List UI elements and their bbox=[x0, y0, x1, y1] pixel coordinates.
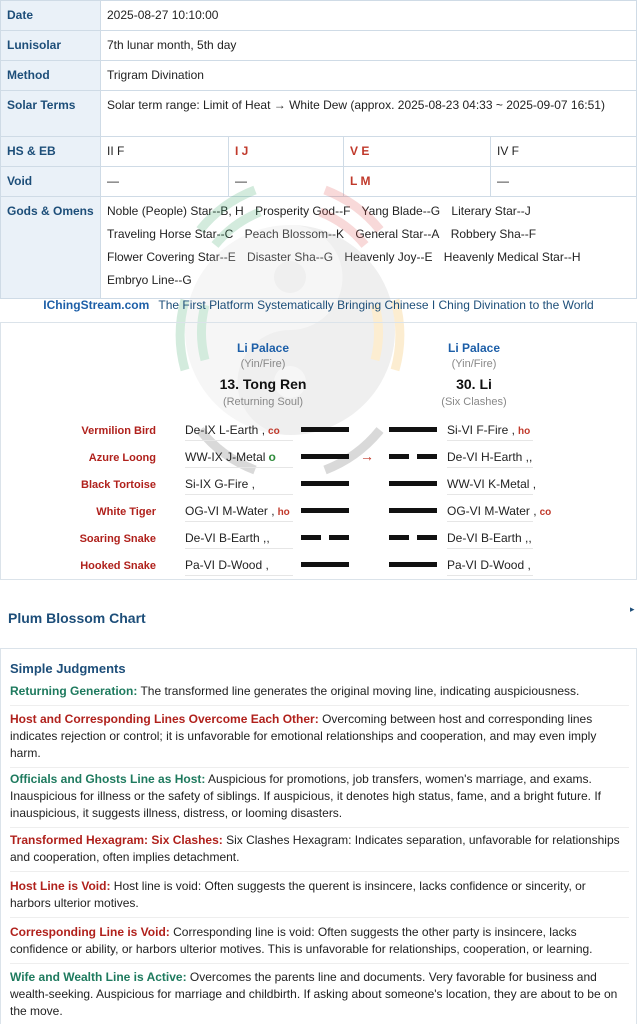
transformed-line-bar bbox=[389, 481, 437, 486]
hexagram-line-row bbox=[1, 475, 637, 502]
void-hour: — bbox=[491, 167, 637, 197]
transformed-line-text: OG-VI M-Water , bbox=[447, 504, 537, 518]
transformed-line-info bbox=[447, 450, 533, 468]
hexagram-line-row bbox=[1, 529, 637, 556]
god-item: Traveling Horse Star--C bbox=[107, 227, 234, 241]
judgment-text: Overcomes the parents line and documents. Very favorable for business and wealth-seeking. Auspicious for marriage and childbirth. If asking about someone's location, they are about to be on the move. bbox=[10, 970, 618, 1018]
original-line-info bbox=[185, 423, 293, 441]
judgment-text: Host line is void: Often suggests the querent is insincere, lacks confidence or sincerity, or harbors ulterior motives. bbox=[10, 879, 586, 910]
date-label: Date bbox=[1, 1, 101, 31]
judgment-item bbox=[10, 711, 629, 768]
god-item: Robbery Sha--F bbox=[450, 227, 537, 241]
simple-judgments-panel bbox=[0, 648, 637, 1024]
judgment-item bbox=[10, 683, 629, 706]
original-line-text: WW-IX J-Metal bbox=[185, 450, 266, 464]
transformed-line-bar bbox=[389, 535, 437, 540]
solar-terms-value: Solar term range: Limit of Heat → White Dew (approx. 2025-08-23 04:33 ~ 2025-09-07 16:51) bbox=[101, 91, 637, 137]
lunisolar-value: 7th lunar month, 5th day bbox=[101, 31, 637, 61]
god-item: Disaster Sha--G bbox=[247, 250, 334, 264]
original-line-bar bbox=[301, 481, 349, 486]
original-line-text: Pa-VI D-Wood , bbox=[185, 558, 269, 572]
hexagram-line-row bbox=[1, 502, 637, 529]
original-palace: Li Palace bbox=[236, 341, 290, 355]
transformed-hexagram-header bbox=[404, 341, 544, 408]
judgment-text: Six Clashes Hexagram: Indicates separation, unfavorable for relationships and cooperation, often implies detachment. bbox=[10, 833, 620, 864]
original-line-text: De-VI B-Earth ,, bbox=[185, 531, 270, 545]
judgment-heading: Wife and Wealth Line is Active: bbox=[10, 970, 187, 984]
original-line-bar bbox=[301, 562, 349, 567]
lunisolar-label: Lunisolar bbox=[1, 31, 101, 61]
void-month: — bbox=[229, 167, 344, 197]
six-spirit-label: Soaring Snake bbox=[79, 533, 156, 545]
original-line-info bbox=[185, 531, 293, 549]
transformed-line-text: Pa-VI D-Wood , bbox=[447, 558, 531, 572]
slogan-text: The First Platform Systematically Bringing Chinese I Ching Divination to the World bbox=[158, 298, 594, 312]
simple-judgments-title: Simple Judgments bbox=[10, 661, 126, 676]
void-label: Void bbox=[1, 167, 101, 197]
transformed-line-info bbox=[447, 531, 533, 549]
transformed-line-bar bbox=[389, 454, 437, 459]
date-value: 2025-08-27 10:10:00 bbox=[101, 1, 637, 31]
transformed-hexagram-name: 30. Li bbox=[456, 376, 492, 392]
hseb-month: I J bbox=[229, 137, 344, 167]
gods-omens-label: Gods & Omens bbox=[1, 197, 101, 299]
god-item: Embryo Line--G bbox=[107, 273, 192, 287]
original-line-info bbox=[185, 450, 293, 468]
original-line-bar bbox=[301, 427, 349, 432]
transformed-line-info bbox=[447, 504, 552, 522]
hseb-year: II F bbox=[101, 137, 229, 167]
transformed-palace: Li Palace bbox=[447, 341, 501, 355]
judgment-text: The transformed line generates the original moving line, indicating auspiciousness. bbox=[137, 684, 580, 698]
platform-slogan bbox=[0, 298, 637, 312]
void-year: — bbox=[101, 167, 229, 197]
hexagram-line-row bbox=[1, 556, 637, 583]
line-tag: co bbox=[268, 426, 280, 437]
judgment-heading: Returning Generation: bbox=[10, 684, 138, 698]
god-item: Literary Star--J bbox=[451, 204, 531, 218]
transformed-line-text: WW-VI K-Metal , bbox=[447, 477, 537, 491]
transformed-line-info bbox=[447, 423, 533, 441]
judgment-item bbox=[10, 832, 629, 872]
judgment-text: Overcoming between host and corresponding lines indicates rejection or control; it is unfavorable for emotional relationships and cooperation, and may even imply harm. bbox=[10, 712, 597, 760]
line-tag: co bbox=[539, 507, 552, 518]
info-table bbox=[0, 0, 637, 299]
judgment-heading: Officials and Ghosts Line as Host: bbox=[10, 772, 206, 786]
judgment-item bbox=[10, 969, 629, 1024]
solar-terms-label: Solar Terms bbox=[1, 91, 101, 137]
judgment-item bbox=[10, 771, 629, 828]
god-item: Heavenly Medical Star--H bbox=[443, 250, 581, 264]
transformed-line-info bbox=[447, 477, 537, 495]
moving-line-mark: o bbox=[268, 450, 276, 464]
six-spirit-label: Azure Loong bbox=[88, 452, 156, 464]
hexagram-line-row bbox=[1, 421, 637, 448]
hexagram-panel bbox=[0, 322, 637, 580]
judgment-heading: Corresponding Line is Void: bbox=[10, 925, 170, 939]
transformed-line-bar bbox=[389, 562, 437, 567]
gods-omens-list bbox=[101, 197, 637, 299]
original-line-bar bbox=[301, 535, 349, 540]
hseb-label: HS & EB bbox=[1, 137, 101, 167]
six-spirit-label: Hooked Snake bbox=[80, 560, 156, 572]
judgment-text: Corresponding line is void: Often suggests the other party is insincere, lacks confidence or ability, or harbors ulterior motives. This is unfavorable for relationships, cooperation, or learning. bbox=[10, 925, 593, 956]
original-line-text: OG-VI M-Water , bbox=[185, 504, 275, 518]
six-spirit-label: White Tiger bbox=[96, 506, 156, 518]
site-link[interactable]: IChingStream.com bbox=[43, 298, 150, 312]
hexagram-line-row bbox=[1, 448, 637, 475]
transformed-element: (Yin/Fire) bbox=[451, 358, 497, 370]
transformed-line-text: De-VI H-Earth ,, bbox=[447, 450, 533, 464]
god-item: Prosperity God--F bbox=[255, 204, 351, 218]
expand-caret-icon[interactable]: ▸ bbox=[630, 604, 635, 614]
original-line-info bbox=[185, 504, 293, 522]
judgment-item bbox=[10, 924, 629, 964]
judgment-text: Auspicious for promotions, job transfers, women's marriage, and exams. Inauspicious for illness or the safety of siblings. If auspicious, it denotes high status, fame, and a bright future. If inauspicious, it suggests illness, distress, or looming disasters. bbox=[10, 772, 601, 820]
original-line-bar bbox=[301, 508, 349, 513]
void-day: L M bbox=[344, 167, 491, 197]
method-value: Trigram Divination bbox=[101, 61, 637, 91]
change-arrow-icon: → bbox=[360, 448, 374, 464]
original-line-info bbox=[185, 558, 293, 576]
hseb-hour: IV F bbox=[491, 137, 637, 167]
original-hexagram-desc: (Returning Soul) bbox=[222, 396, 304, 408]
plum-blossom-title: Plum Blossom Chart bbox=[8, 610, 146, 626]
original-line-text: Si-IX G-Fire , bbox=[185, 477, 256, 491]
hseb-day: V E bbox=[344, 137, 491, 167]
god-item: General Star--A bbox=[355, 227, 440, 241]
transformed-line-bar bbox=[389, 427, 437, 432]
judgment-heading: Host and Corresponding Lines Overcome Each Other: bbox=[10, 712, 319, 726]
god-item: Noble (People) Star--B, H bbox=[107, 204, 244, 218]
god-item: Heavenly Joy--E bbox=[344, 250, 433, 264]
six-spirit-label: Vermilion Bird bbox=[81, 425, 156, 437]
transformed-hexagram-desc: (Six Clashes) bbox=[441, 396, 507, 408]
original-hexagram-name: 13. Tong Ren bbox=[219, 376, 307, 392]
line-tag: ho bbox=[277, 507, 290, 518]
god-item: Peach Blossom--K bbox=[244, 227, 344, 241]
transformed-line-info bbox=[447, 558, 533, 576]
judgment-heading: Host Line is Void: bbox=[10, 879, 111, 893]
original-element: (Yin/Fire) bbox=[240, 358, 286, 370]
judgment-item bbox=[10, 878, 629, 918]
original-hexagram-header bbox=[193, 341, 333, 408]
method-label: Method bbox=[1, 61, 101, 91]
original-line-bar bbox=[301, 454, 349, 459]
god-item: Yang Blade--G bbox=[361, 204, 441, 218]
original-line-info bbox=[185, 477, 293, 495]
judgment-heading: Transformed Hexagram: Six Clashes: bbox=[10, 833, 223, 847]
transformed-line-text: Si-VI F-Fire , bbox=[447, 423, 515, 437]
line-tag: ho bbox=[518, 426, 531, 437]
six-spirit-label: Black Tortoise bbox=[81, 479, 156, 491]
god-item: Flower Covering Star--E bbox=[107, 250, 236, 264]
original-line-text: De-IX L-Earth , bbox=[185, 423, 266, 437]
transformed-line-bar bbox=[389, 508, 437, 513]
transformed-line-text: De-VI B-Earth ,, bbox=[447, 531, 532, 545]
